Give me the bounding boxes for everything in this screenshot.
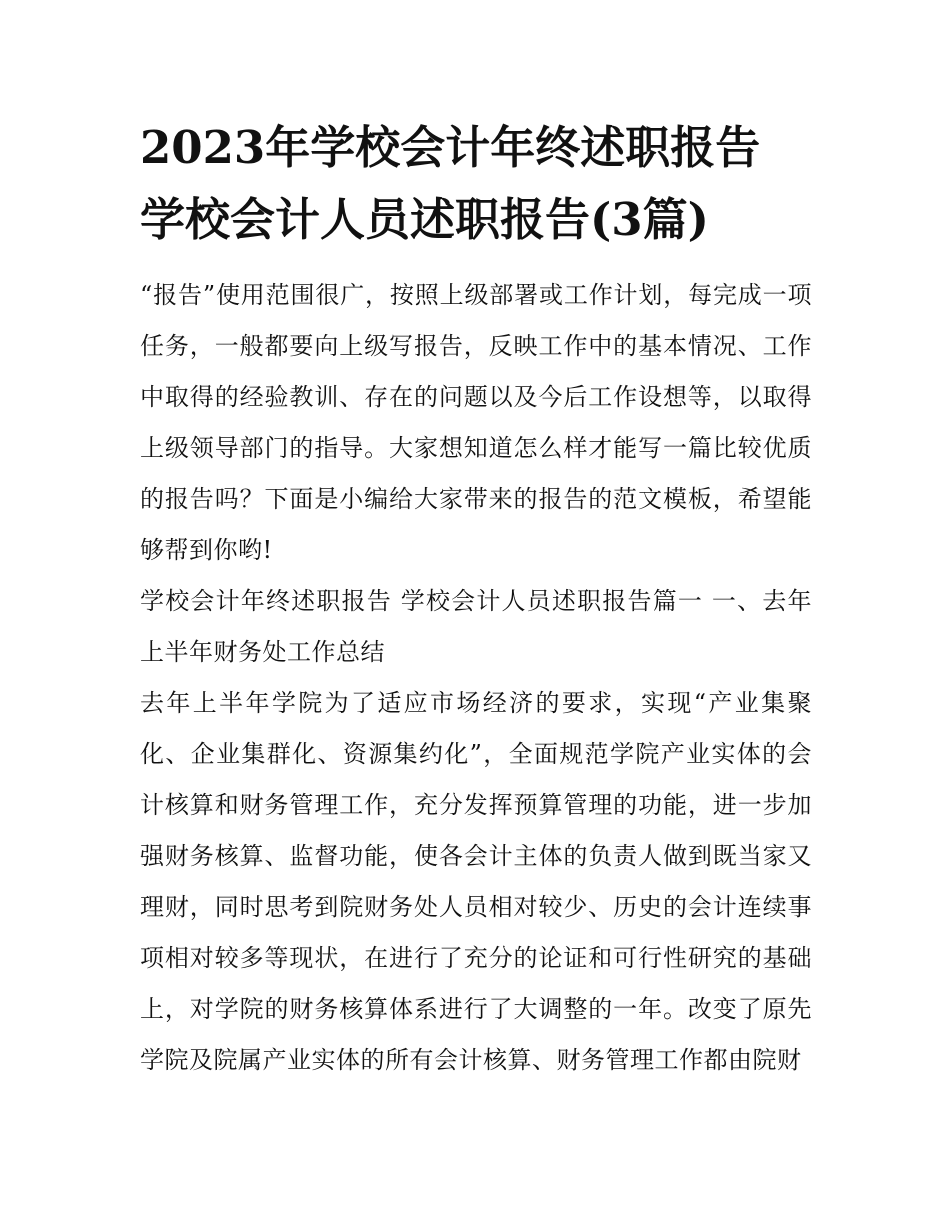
- section-heading-paragraph: 学校会计年终述职报告 学校会计人员述职报告篇一 一、去年上半年财务处工作总结: [140, 587, 812, 666]
- title-line-2: 学校会计人员述职报告(3篇): [140, 193, 709, 246]
- document-title: [140, 112, 812, 256]
- document-page: [140, 112, 812, 1086]
- body-paragraph: 去年上半年学院为了适应市场经济的要求，实现“产业集聚化、企业集群化、资源集约化”，全面规范学院产业实体的会计核算和财务管理工作，充分发挥预算管理的功能，进一步加强财务核算、监督功能，使各会计主体的负责人做到既当家又理财，同时思考到院财务处人员相对较少、历史的会计连续事项相对较多等现状，在进行了充分的论证和可行性研究的基础上，对学院的财务核算体系进行了大调整的一年。改变了原先学院及院属产业实体的所有会计核算、财务管理工作都由院财: [140, 689, 812, 1074]
- title-line-1: 2023年学校会计年终述职报告: [140, 121, 761, 174]
- document-body: [140, 270, 812, 1086]
- intro-paragraph: “报告”使用范围很广，按照上级部署或工作计划，每完成一项任务，一般都要向上级写报告，反映工作中的基本情况、工作中取得的经验教训、存在的问题以及今后工作设想等，以取得上级领导部门的指导。大家想知道怎么样才能写一篇比较优质的报告吗？下面是小编给大家带来的报告的范文模板，希望能够帮到你哟!: [140, 281, 812, 564]
